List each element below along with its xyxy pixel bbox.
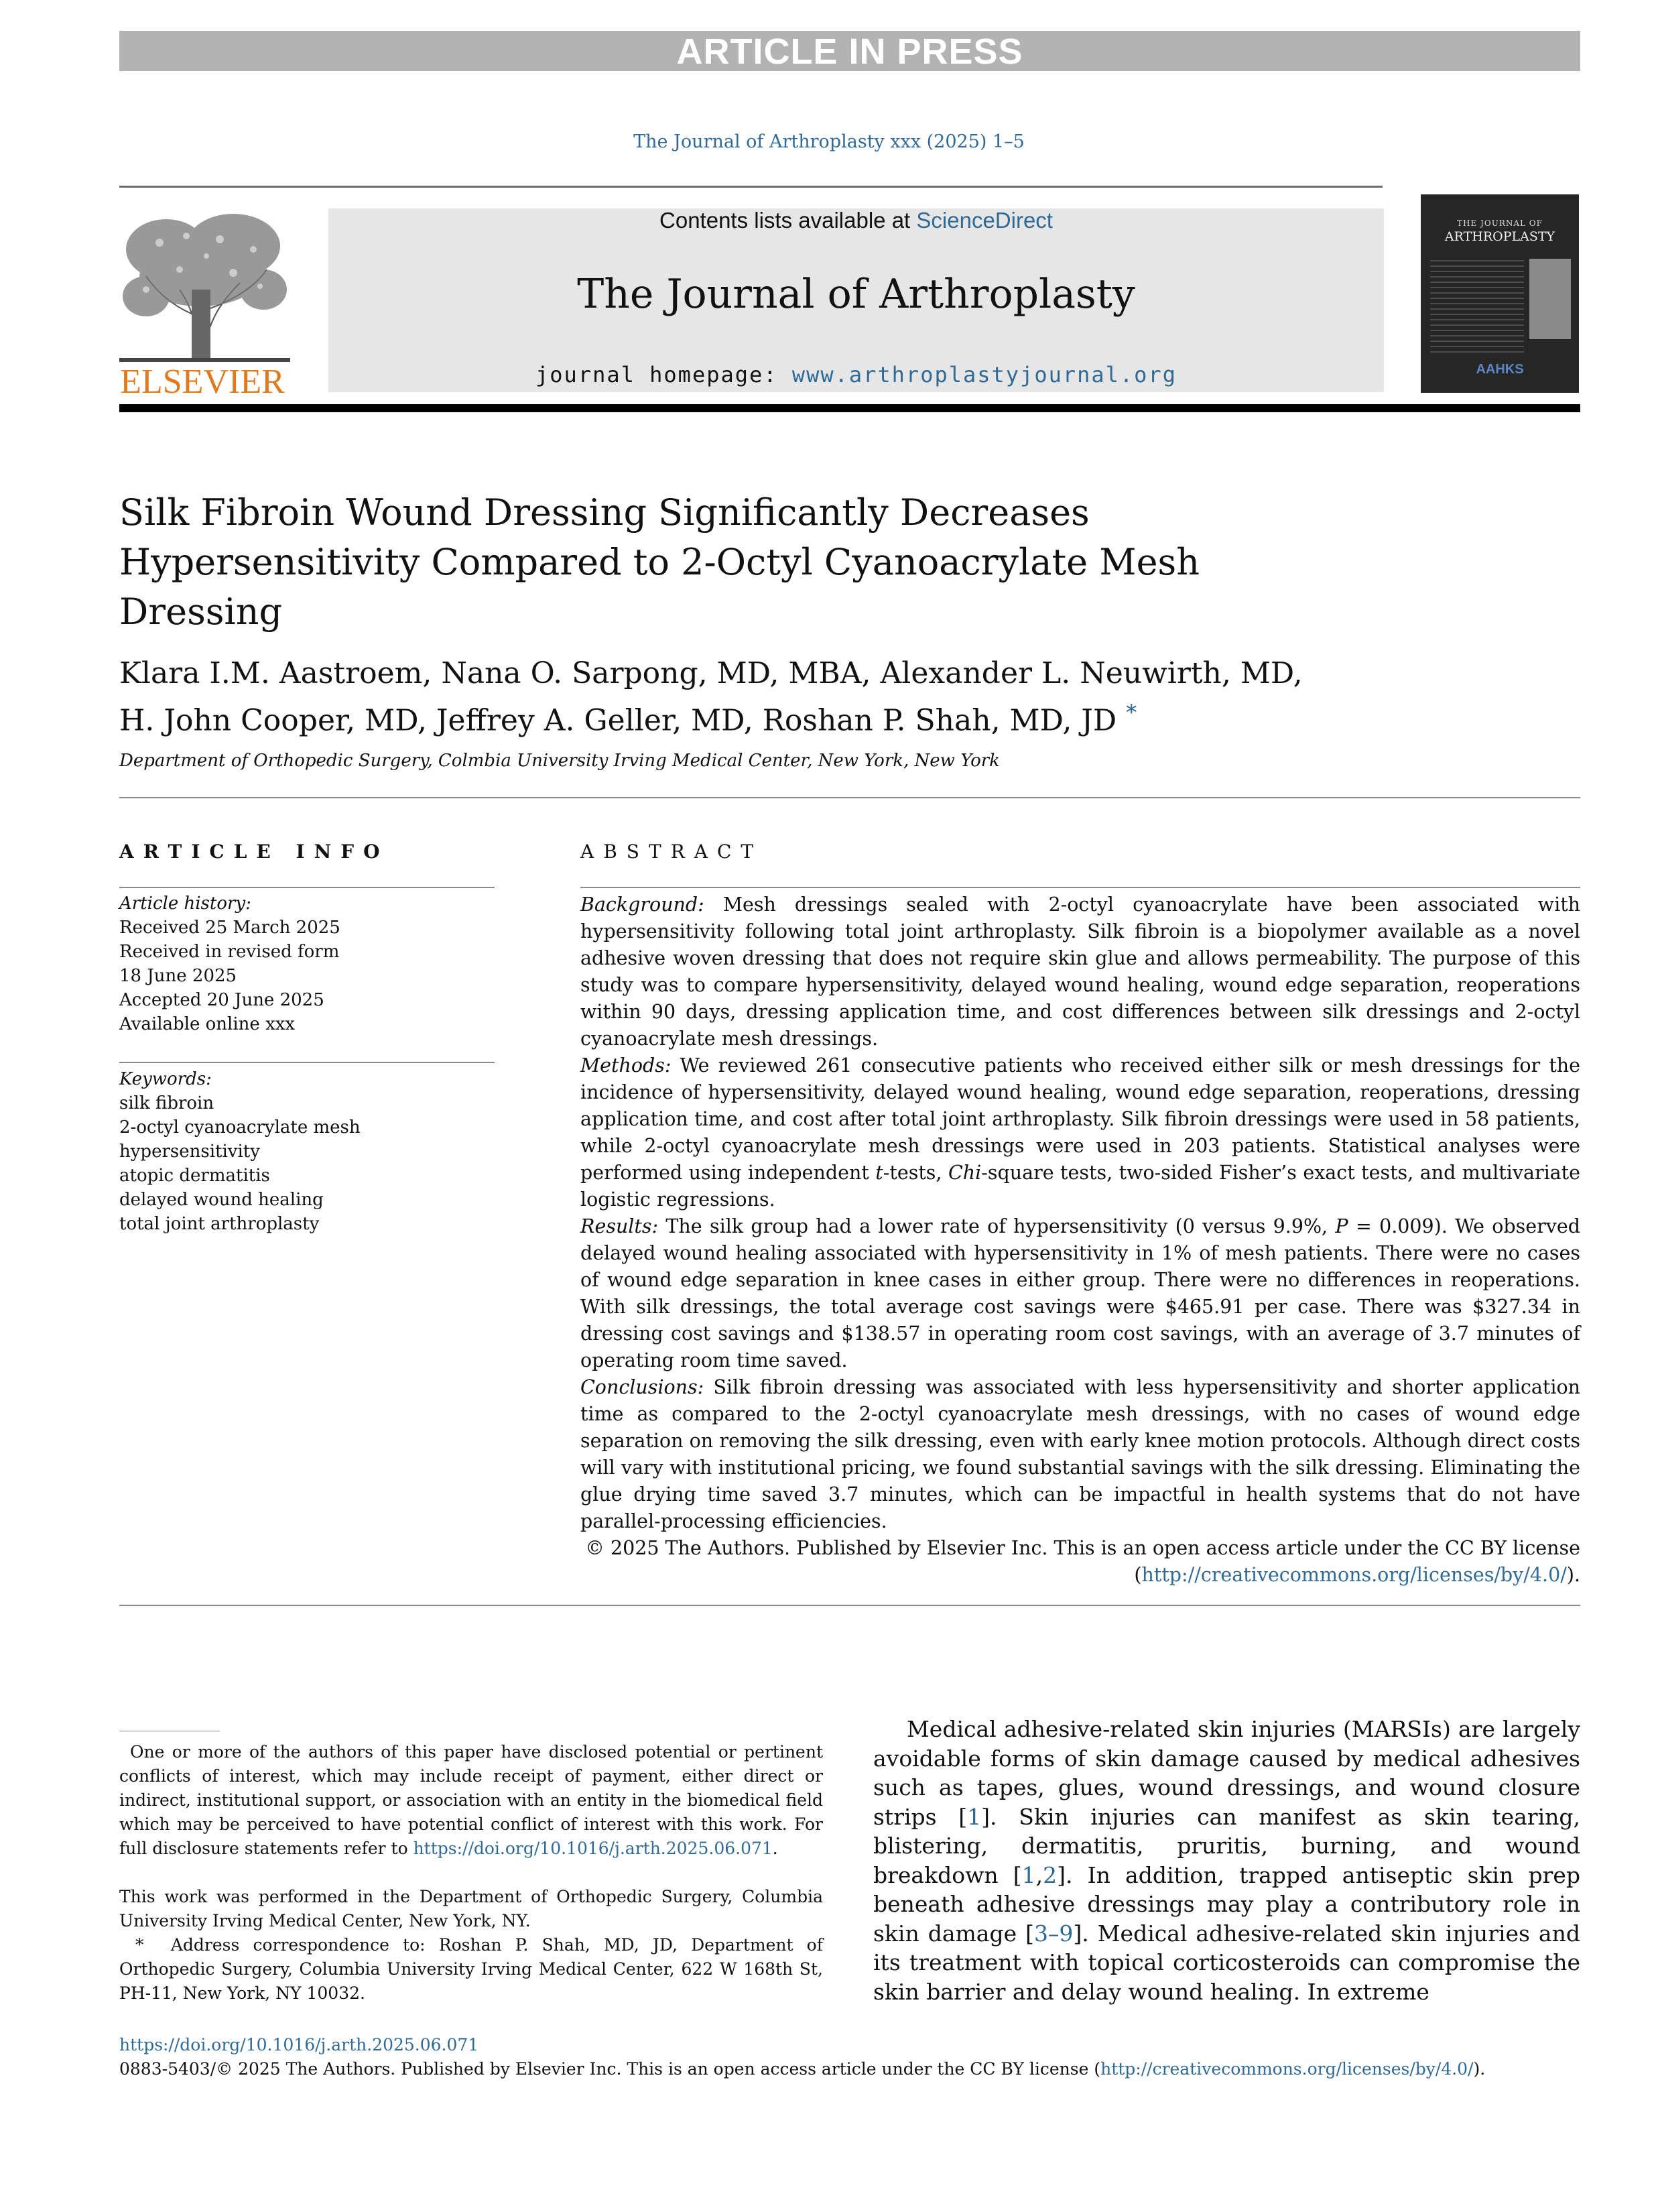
- keyword: total joint arthroplasty: [119, 1214, 320, 1234]
- keywords-list: [119, 1067, 495, 1236]
- license-text: © 2025 The Authors. Published by Elsevier Inc. This is an open access article under the CC BY license: [585, 1537, 1580, 1559]
- article-history: [119, 892, 495, 1036]
- issn-close: ).: [1473, 2059, 1486, 2079]
- results-label: Results:: [580, 1215, 659, 1237]
- body-text: Medical adhesive-related skin injuries (MARSIs) are largely avoidable forms of skin damage caused by medical adhesives such as tapes, glues, wound dressings, and wound closure strips [: [873, 1716, 1580, 1830]
- methods-label: Methods:: [580, 1054, 672, 1077]
- masthead-divider: [119, 404, 1580, 412]
- divider: [119, 887, 495, 888]
- journal-name: The Journal of Arthroplasty: [577, 271, 1135, 318]
- reference-link[interactable]: 2: [1043, 1861, 1058, 1888]
- body-text: ]. In addition, trapped antiseptic skin prep beneath adhesive dressings may play a contributory role in skin damage [: [873, 1861, 1580, 1947]
- contents-available-line: [328, 208, 1384, 233]
- body-text-column: [873, 1715, 1580, 2006]
- methods-text: -tests,: [883, 1162, 948, 1184]
- body-text: ]. Medical adhesive-related skin injuries and its treatment with topical corticosteroids can compromise the skin barrier and delay wound healing. In extreme: [873, 1920, 1580, 2005]
- authors-line-1: Klara I.M. Aastroem, Nana O. Sarpong, MD, MBA, Alexander L. Neuwirth, MD,: [119, 656, 1303, 690]
- history-label: Article history:: [119, 894, 251, 914]
- article-in-press-banner: ARTICLE IN PRESS: [119, 31, 1580, 71]
- authors-line-2-text: H. John Cooper, MD, Jeffrey A. Geller, MD, Roshan P. Shah, MD, JD: [119, 703, 1117, 738]
- divider: [119, 797, 1580, 798]
- reference-link[interactable]: 1: [967, 1803, 982, 1830]
- divider: [119, 1605, 1580, 1606]
- author-list: [119, 654, 1393, 741]
- abstract-background: [580, 892, 1580, 1052]
- history-item: Accepted 20 June 2025: [119, 990, 324, 1010]
- correspondence-mark: *: [135, 1935, 144, 1955]
- results-p-italic: P: [1335, 1215, 1348, 1237]
- correspondence-text: Address correspondence to: Roshan P. Shah, MD, JD, Department of Orthopedic Surgery, Columbia University Irving Medical Center, 622 W 168th St, PH-11, New York, NY 10032.: [119, 1935, 823, 2003]
- keyword: atopic dermatitis: [119, 1166, 270, 1186]
- results-text: = 0.009). We observed delayed wound healing associated with hypersensitivity in 1% of mesh patients. There were no cases of wound edge separation in knee cases in either group. There were no differences in reoperations. With silk dressings, the total average cost savings were $465.91 per case. There was $327.34 in dressing cost savings and $138.57 in operating room cost savings, with an average of 3.7 minutes of operating room time saved.: [580, 1215, 1581, 1371]
- methods-text: We reviewed 261 consecutive patients who received either silk or mesh dressings for the incidence of hypersensitivity, delayed wound healing, wound edge separation, reoperations, dressing application time, and cost after total joint arthroplasty. Silk fibroin dressings were used in 58 patients, while 2-octyl cyanoacrylate mesh dressings were used in 203 patients. Statistical analyses were performed using independent: [580, 1054, 1580, 1184]
- body-text: ]. Skin injuries can manifest as skin tearing, blistering, dermatitis, pruritis, burning, and wound breakdown [: [873, 1803, 1580, 1888]
- elsevier-wordmark: ELSEVIER: [120, 363, 285, 401]
- correspondence-note: [119, 1933, 823, 2006]
- divider: [580, 887, 1580, 888]
- cover-title-large: ARTHROPLASTY: [1444, 229, 1555, 244]
- coi-text: One or more of the authors of this paper have disclosed potential or pertinent conflicts of interest, which may include receipt of payment, either direct or indirect, institutional support, or association with an entity in the biomedical field which may be perceived to have potential conflict of interest with this work. For full disclosure statements refer to: [119, 1742, 823, 1858]
- conflict-of-interest-note: One or more of the authors of this paper have disclosed potential or pertinent conflicts of interest, which may include receipt of payment, either direct or indirect, institutional support, or association with an entity in the biomedical field which may be perceived to have potential conflict of interest with this work. For full disclosure statements refer to https://doi.org/10.1016/j.arth.2025.06.071.: [119, 1742, 823, 1858]
- abstract-heading: ABSTRACT: [580, 841, 763, 863]
- keyword: 2-octyl cyanoacrylate mesh: [119, 1117, 361, 1138]
- disclosure-doi-link[interactable]: https://doi.org/10.1016/j.arth.2025.06.071: [413, 1839, 773, 1858]
- cover-title-small: THE JOURNAL OF: [1457, 219, 1543, 228]
- keywords-label: Keywords:: [119, 1069, 212, 1089]
- article-doi-link[interactable]: https://doi.org/10.1016/j.arth.2025.06.071: [119, 2035, 479, 2054]
- work-performed-note: This work was performed in the Department of Orthopedic Surgery, Columbia University Irving Medical Center, New York, NY.: [119, 1887, 823, 1930]
- results-text: The silk group had a lower rate of hypersensitivity (0 versus 9.9%,: [665, 1215, 1336, 1237]
- journal-homepage-line: [328, 362, 1384, 387]
- keyword: silk fibroin: [119, 1093, 214, 1113]
- reference-link[interactable]: 1: [1021, 1861, 1036, 1888]
- methods-t-italic: t: [875, 1162, 883, 1184]
- homepage-prefix: journal homepage:: [535, 362, 792, 387]
- background-text: Mesh dressings sealed with 2-octyl cyanoacrylate have been associated with hypersensitivity following total joint arthroplasty. Silk fibroin is a biopolymer available as a novel adhesive woven dressing that does not require skin glue and allows permeability. The purpose of this study was to compare hypersensitivity, delayed wound healing, wound edge separation, reoperations within 90 days, dressing application time, and cost differences between silk dressings and 2-octyl cyanoacrylate mesh dressings.: [580, 894, 1581, 1050]
- footnotes: [119, 1740, 823, 2006]
- history-item: 18 June 2025: [119, 966, 237, 986]
- issn-text: 0883-5403/© 2025 The Authors. Published by Elsevier Inc. This is an open access article under the CC BY license (: [119, 2059, 1101, 2079]
- contents-prefix: Contents lists available at: [659, 208, 917, 233]
- keyword: delayed wound healing: [119, 1190, 324, 1210]
- methods-text: -square tests, two-sided Fisher’s exact tests, and multivariate logistic regressions.: [580, 1162, 1580, 1211]
- cover-contents-lines: [1430, 256, 1524, 357]
- conclusions-label: Conclusions:: [580, 1376, 704, 1398]
- issn-license-line: [119, 2059, 1485, 2079]
- methods-chi-italic: Chi: [948, 1162, 982, 1184]
- history-item: Received 25 March 2025: [119, 918, 340, 938]
- aahks-logo: AAHKS: [1476, 362, 1524, 377]
- affiliation: Department of Orthopedic Surgery, Colmbia University Irving Medical Center, New York, New York: [119, 751, 1000, 771]
- cover-figure: [1529, 259, 1571, 339]
- abstract-conclusions: [580, 1374, 1580, 1535]
- authors-line-2: [119, 693, 1393, 741]
- body-paragraph: Medical adhesive-related skin injuries (MARSIs) are largely avoidable forms of skin damage caused by medical adhesives such as tapes, glues, wound dressings, and wound closure strips [1]. Skin injuries can manifest as skin tearing, blistering, dermatitis, pruritis, burning, and wound breakdown [1,2]. In addition, trapped antiseptic skin prep beneath adhesive dressings may play a contributory role in skin damage [3–9]. Medical adhesive-related skin injuries and its treatment with topical corticosteroids can compromise the skin barrier and delay wound healing. In extreme: [873, 1716, 1580, 2005]
- keyword: hypersensitivity: [119, 1142, 260, 1162]
- corresponding-author-link[interactable]: *: [1126, 700, 1137, 725]
- journal-citation-link[interactable]: The Journal of Arthroplasty xxx (2025) 1–5: [633, 131, 1025, 152]
- background-label: Background:: [580, 894, 704, 916]
- article-title: Silk Fibroin Wound Dressing Significantly Decreases Hypersensitivity Compared to 2-Octyl Cyanoacrylate Mesh Dressing: [119, 491, 1200, 633]
- abstract-body: [580, 892, 1580, 1589]
- abstract-methods: [580, 1052, 1580, 1213]
- abstract-license: © 2025 The Authors. Published by Elsevier Inc. This is an open access article under the CC BY license (http://creativecommons.org/licenses/by/4.0/).: [585, 1537, 1580, 1586]
- divider: [119, 186, 1383, 188]
- sciencedirect-link[interactable]: ScienceDirect: [916, 208, 1053, 233]
- article-info-heading: ARTICLE INFO: [119, 841, 389, 863]
- cc-by-license-link[interactable]: http://creativecommons.org/licenses/by/4.0/: [1141, 1564, 1567, 1586]
- journal-homepage-link[interactable]: www.arthroplastyjournal.org: [791, 362, 1177, 387]
- history-item: Received in revised form: [119, 942, 340, 962]
- reference-link[interactable]: 3–9: [1033, 1920, 1074, 1947]
- divider: [119, 1062, 495, 1063]
- history-item: Available online xxx: [119, 1014, 296, 1034]
- footer-license-link[interactable]: http://creativecommons.org/licenses/by/4.0/: [1100, 2059, 1474, 2079]
- conclusions-text: Silk fibroin dressing was associated with less hypersensitivity and shorter application time as compared to the 2-octyl cyanoacrylate mesh dressings, with no cases of wound edge separation on removing the silk dressing, even with early knee motion protocols. Although direct costs will vary with institutional pricing, we found substantial savings with the silk dressing. Eliminating the glue drying time saved 3.7 minutes, which can be impactful in health systems that do not have parallel-processing efficiencies.: [580, 1376, 1581, 1532]
- journal-cover-thumbnail[interactable]: [1421, 194, 1579, 393]
- abstract-results: [580, 1213, 1580, 1374]
